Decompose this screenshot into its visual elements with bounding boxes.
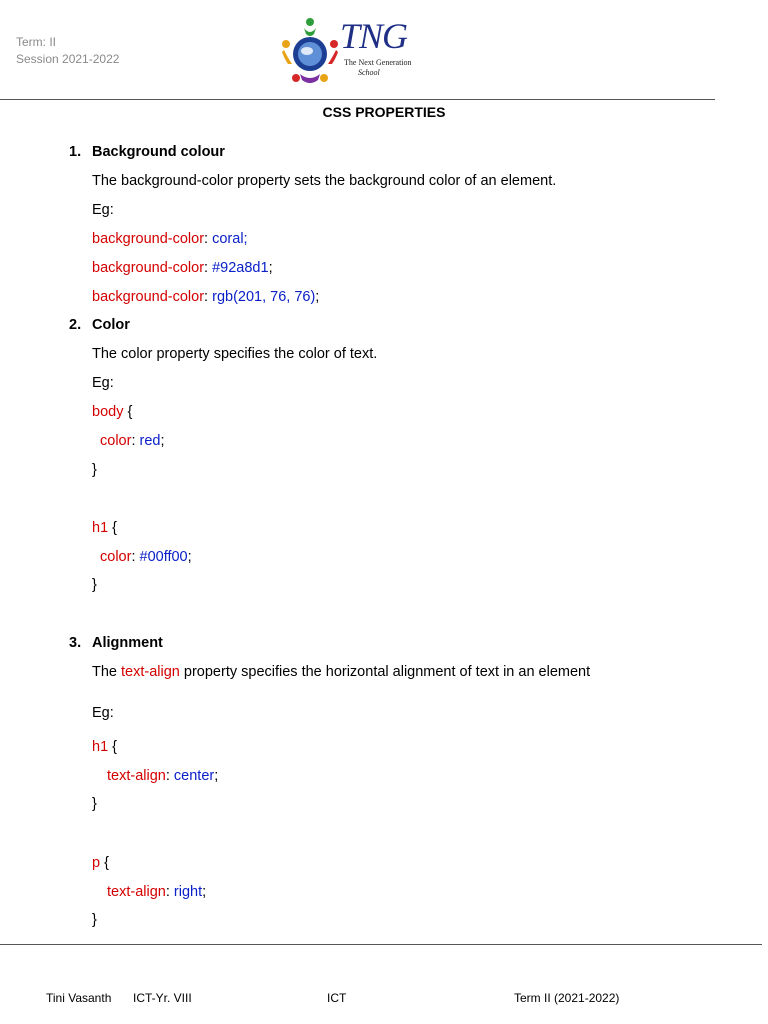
section-3-description: The text-align property specifies the horizontal alignment of text in an element — [92, 664, 591, 680]
css-selector: p — [92, 855, 101, 871]
logo-subtitle-school: School — [358, 68, 380, 77]
code-brace: } — [92, 577, 97, 593]
session-label: Session 2021-2022 — [16, 52, 120, 66]
section-3-eg: Eg: — [92, 705, 114, 721]
css-selector: h1 — [92, 739, 109, 755]
section-1-description: The background-color property sets the background color of an element. — [92, 173, 557, 189]
code-selector-line: h1 { — [92, 739, 118, 755]
css-value: rgb(201, 76, 76) — [212, 289, 316, 305]
css-property: background-color — [92, 289, 205, 305]
code-line: background-color: coral; — [92, 231, 248, 247]
section-3-heading: Alignment — [92, 635, 163, 651]
css-property-inline: text-align — [121, 664, 180, 680]
css-value: right — [173, 884, 203, 900]
footer-divider — [0, 944, 762, 945]
footer-class: ICT-Yr. VIII — [133, 991, 192, 1005]
section-2-description: The color property specifies the color of text. — [92, 346, 378, 362]
css-value: red — [139, 433, 161, 449]
css-property: color — [100, 433, 132, 449]
term-label: Term: II — [16, 35, 57, 49]
code-selector-line: p { — [92, 855, 109, 871]
css-property: background-color — [92, 260, 205, 276]
css-value: center — [173, 768, 215, 784]
css-selector: body — [92, 404, 124, 420]
css-property: text-align — [107, 884, 166, 900]
page-title: CSS PROPERTIES — [322, 104, 446, 120]
footer-term: Term II (2021-2022) — [514, 991, 620, 1005]
logo-subtitle: The Next Generation — [344, 58, 412, 67]
header-term-info — [16, 34, 119, 68]
section-1-number: 1. — [69, 144, 82, 160]
code-brace: } — [92, 912, 97, 928]
section-1-heading: Background colour — [92, 144, 225, 160]
code-line: color: #00ff00; — [100, 549, 192, 565]
section-2-eg: Eg: — [92, 375, 114, 391]
section-2-number: 2. — [69, 317, 82, 333]
code-line: background-color: #92a8d1; — [92, 260, 273, 276]
css-value: #00ff00 — [139, 549, 188, 565]
css-value: #92a8d1 — [212, 260, 269, 276]
code-selector-line: body { — [92, 404, 133, 420]
section-2-heading: Color — [92, 317, 130, 333]
section-3-number: 3. — [69, 635, 82, 651]
header-divider — [0, 99, 715, 100]
section-1-eg: Eg: — [92, 202, 114, 218]
footer-author: Tini Vasanth — [46, 991, 112, 1005]
code-line: text-align: center; — [107, 768, 219, 784]
code-line: text-align: right; — [107, 884, 207, 900]
css-property: color — [100, 549, 132, 565]
code-line: background-color: rgb(201, 76, 76); — [92, 289, 320, 305]
code-brace: } — [92, 462, 97, 478]
code-line: color: red; — [100, 433, 165, 449]
logo-text: TNG — [340, 16, 408, 56]
code-selector-line: h1 { — [92, 520, 118, 536]
footer-subject: ICT — [327, 991, 347, 1005]
css-selector: h1 — [92, 520, 109, 536]
school-logo — [278, 14, 412, 88]
globe-people-icon — [278, 14, 342, 88]
css-value: coral; — [212, 231, 248, 247]
css-property: text-align — [107, 768, 166, 784]
css-property: background-color — [92, 231, 205, 247]
code-brace: } — [92, 796, 97, 812]
